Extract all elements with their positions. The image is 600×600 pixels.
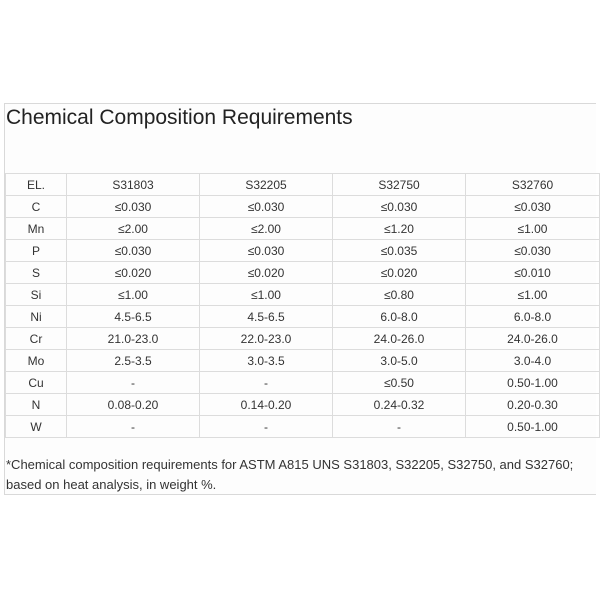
value-cell: ≤1.00: [466, 218, 600, 240]
value-cell: ≤0.020: [200, 262, 333, 284]
value-cell: ≤0.010: [466, 262, 600, 284]
value-cell: 4.5-6.5: [67, 306, 200, 328]
page-title: Chemical Composition Requirements: [6, 106, 353, 129]
value-cell: 0.50-1.00: [466, 372, 600, 394]
value-cell: -: [333, 416, 466, 438]
table-row: [6, 262, 600, 284]
table-row: [6, 306, 600, 328]
value-cell: 22.0-23.0: [200, 328, 333, 350]
value-cell: ≤0.030: [466, 196, 600, 218]
table-row: [6, 372, 600, 394]
value-cell: ≤1.00: [466, 284, 600, 306]
element-cell: Mo: [6, 350, 67, 372]
table-row: [6, 416, 600, 438]
value-cell: ≤0.030: [466, 240, 600, 262]
value-cell: ≤0.80: [333, 284, 466, 306]
value-cell: ≤1.00: [200, 284, 333, 306]
value-cell: 0.50-1.00: [466, 416, 600, 438]
value-cell: ≤0.030: [67, 196, 200, 218]
value-cell: ≤0.030: [67, 240, 200, 262]
element-cell: C: [6, 196, 67, 218]
element-cell: W: [6, 416, 67, 438]
value-cell: 3.0-4.0: [466, 350, 600, 372]
element-cell: S: [6, 262, 67, 284]
value-cell: 2.5-3.5: [67, 350, 200, 372]
value-cell: ≤1.20: [333, 218, 466, 240]
value-cell: ≤0.030: [200, 240, 333, 262]
value-cell: 6.0-8.0: [333, 306, 466, 328]
column-header-s32760: S32760: [466, 174, 600, 196]
value-cell: ≤0.035: [333, 240, 466, 262]
table-row: [6, 284, 600, 306]
value-cell: 0.20-0.30: [466, 394, 600, 416]
value-cell: ≤0.020: [67, 262, 200, 284]
column-header-s32750: S32750: [333, 174, 466, 196]
value-cell: ≤2.00: [200, 218, 333, 240]
value-cell: -: [200, 372, 333, 394]
value-cell: ≤0.020: [333, 262, 466, 284]
value-cell: 6.0-8.0: [466, 306, 600, 328]
value-cell: -: [200, 416, 333, 438]
element-cell: Si: [6, 284, 67, 306]
composition-table: [5, 173, 600, 438]
value-cell: 24.0-26.0: [333, 328, 466, 350]
table-row: [6, 240, 600, 262]
value-cell: 0.14-0.20: [200, 394, 333, 416]
column-header-s31803: S31803: [67, 174, 200, 196]
table-row: [6, 350, 600, 372]
element-cell: Cu: [6, 372, 67, 394]
element-cell: Cr: [6, 328, 67, 350]
value-cell: 4.5-6.5: [200, 306, 333, 328]
value-cell: 21.0-23.0: [67, 328, 200, 350]
element-cell: Ni: [6, 306, 67, 328]
table-row: [6, 328, 600, 350]
element-cell: Mn: [6, 218, 67, 240]
value-cell: ≤2.00: [67, 218, 200, 240]
value-cell: 3.0-5.0: [333, 350, 466, 372]
table-row: [6, 394, 600, 416]
column-header-s32205: S32205: [200, 174, 333, 196]
table-header-row: [6, 174, 600, 196]
value-cell: -: [67, 372, 200, 394]
value-cell: ≤1.00: [67, 284, 200, 306]
value-cell: 24.0-26.0: [466, 328, 600, 350]
value-cell: 0.08-0.20: [67, 394, 200, 416]
footnote: *Chemical composition requirements for ASTM A815 UNS S31803, S32205, S32750, and S32760; based on heat analysis, in weight %.: [6, 457, 574, 492]
value-cell: -: [67, 416, 200, 438]
value-cell: ≤0.030: [333, 196, 466, 218]
value-cell: ≤0.50: [333, 372, 466, 394]
table-row: [6, 218, 600, 240]
value-cell: 0.24-0.32: [333, 394, 466, 416]
value-cell: ≤0.030: [200, 196, 333, 218]
table-row: [6, 196, 600, 218]
value-cell: 3.0-3.5: [200, 350, 333, 372]
element-cell: N: [6, 394, 67, 416]
column-header-element: EL.: [6, 174, 67, 196]
element-cell: P: [6, 240, 67, 262]
